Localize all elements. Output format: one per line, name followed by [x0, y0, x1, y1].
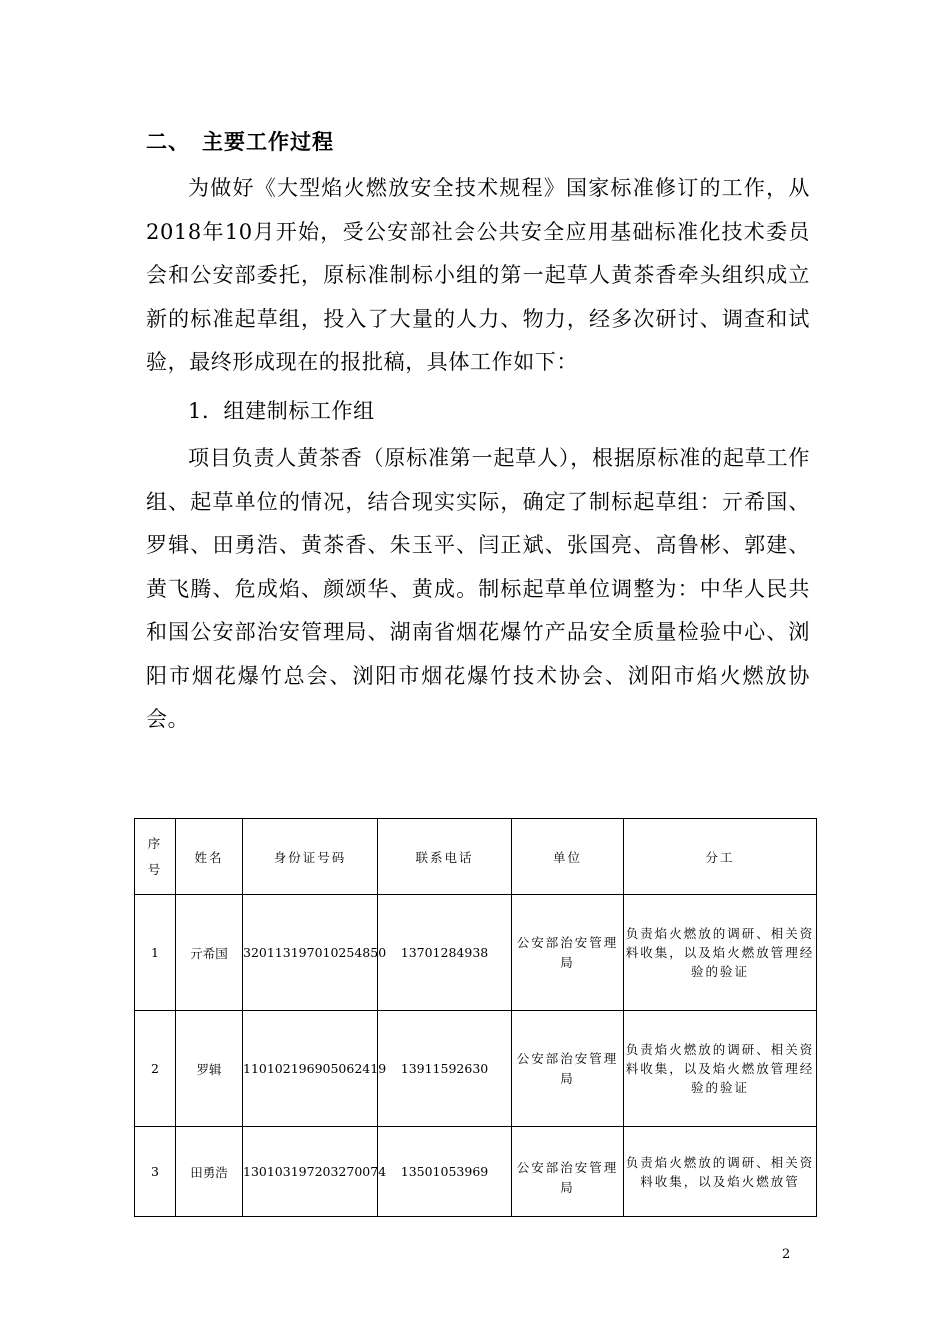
row-unit-text: 公安部治安管理局	[516, 1050, 619, 1086]
row-seq: 1	[135, 895, 176, 1011]
page-number: 2	[782, 1247, 791, 1262]
row-id: 130103197203270074	[243, 1127, 378, 1217]
table-row	[135, 1127, 817, 1217]
row-duty-text: 负责焰火燃放的调研、相关资料收集，以及焰火燃放管理经验的验证	[625, 1042, 815, 1095]
row-unit	[512, 895, 624, 1011]
row-phone: 13501053969	[378, 1127, 512, 1217]
subheading-paragraph: 1．组建制标工作组	[188, 399, 375, 423]
row-name: 田勇浩	[176, 1127, 243, 1217]
row-id: 320113197010254850	[243, 895, 378, 1011]
section-heading	[146, 126, 334, 156]
row-unit-text: 公安部治安管理局	[516, 1159, 619, 1195]
table-row	[135, 895, 817, 1011]
row-id: 110102196905062419	[243, 1011, 378, 1127]
row-phone: 13701284938	[378, 895, 512, 1011]
section-number: 二、	[146, 129, 190, 154]
header-seq-line2: 号	[147, 861, 163, 877]
row-unit	[512, 1011, 624, 1127]
row-duty-text: 负责焰火燃放的调研、相关资料收集，以及焰火燃放管理经验的验证	[625, 926, 815, 979]
row-seq: 2	[135, 1011, 176, 1127]
header-seq	[135, 819, 176, 895]
table-header-row	[135, 819, 817, 895]
row-duty	[624, 895, 817, 1011]
header-id: 身份证号码	[243, 819, 378, 895]
staff-table	[134, 818, 817, 1217]
row-name: 亓希国	[176, 895, 243, 1011]
body-paragraph: 项目负责人黄茶香（原标准第一起草人），根据原标准的起草工作组、起草单位的情况，结合现实实际，确定了制标起草组：亓希国、罗辑、田勇浩、黄茶香、朱玉平、闫正斌、张国亮、高鲁彬、郭建、黄飞腾、危成焰、颜颂华、黄成。制标起草单位调整为：中华人民共和国公安部治安管理局、湖南省烟花爆竹产品安全质量检验中心、浏阳市烟花爆竹总会、浏阳市烟花爆竹技术协会、浏阳市焰火燃放协会。	[146, 446, 810, 731]
row-unit-text: 公安部治安管理局	[516, 934, 619, 970]
section-title: 主要工作过程	[202, 129, 334, 154]
header-phone: 联系电话	[378, 819, 512, 895]
header-unit: 单位	[512, 819, 624, 895]
header-name: 姓名	[176, 819, 243, 895]
row-unit	[512, 1127, 624, 1217]
row-name: 罗辑	[176, 1011, 243, 1127]
row-seq: 3	[135, 1127, 176, 1217]
row-duty	[624, 1011, 817, 1127]
row-duty	[624, 1127, 817, 1217]
row-phone: 13911592630	[378, 1011, 512, 1127]
header-seq-line1: 序	[147, 835, 163, 851]
row-duty-text: 负责焰火燃放的调研、相关资料收集，以及焰火燃放管	[625, 1154, 815, 1189]
header-duty: 分工	[624, 819, 817, 895]
table-row	[135, 1011, 817, 1127]
intro-paragraph: 为做好《大型焰火燃放安全技术规程》国家标准修订的工作，从2018年10月开始，受公安部社会公共安全应用基础标准化技术委员会和公安部委托，原标准制标小组的第一起草人黄茶香牵头组织成立新的标准起草组，投入了大量的人力、物力，经多次研讨、调查和试验，最终形成现在的报批稿，具体工作如下：	[146, 176, 810, 374]
